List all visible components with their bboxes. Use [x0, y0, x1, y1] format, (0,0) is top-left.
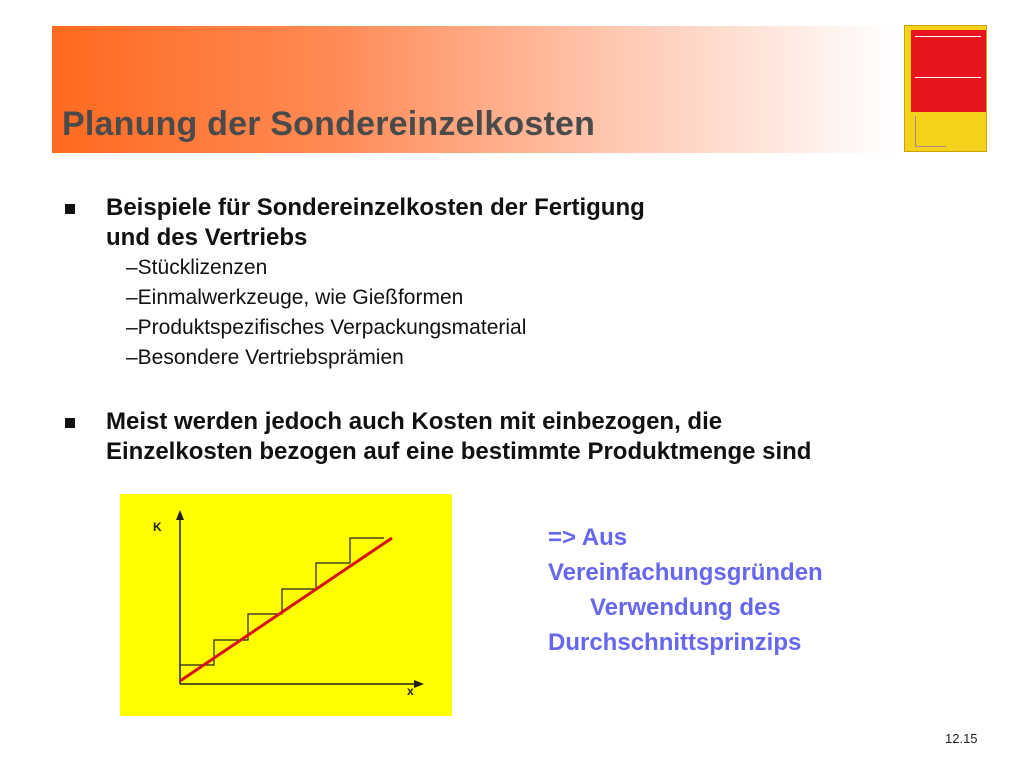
cost-step-diagram-svg — [120, 494, 452, 716]
note-line: Verwendung des — [590, 594, 781, 621]
slide-title: Planung der Sondereinzelkosten — [62, 105, 596, 143]
x-axis-arrow-icon — [414, 680, 424, 688]
step-cost-curve — [180, 538, 384, 665]
conclusion-note — [548, 520, 908, 660]
note-line: Durchschnittsprinzips — [548, 629, 802, 656]
y-axis-arrow-icon — [176, 510, 184, 520]
square-bullet-icon — [65, 418, 75, 428]
sub-bullet-item: –Besondere Vertriebsprämien — [126, 346, 404, 369]
bullet-text-line: und des Vertriebs — [106, 224, 308, 251]
bullet-list — [60, 193, 980, 467]
bullet-text-line: Einzelkosten bezogen auf eine bestimmte Produktmenge sind — [106, 438, 812, 465]
note-line: Vereinfachungsgründen — [548, 559, 823, 586]
sub-bullet-item: –Einmalwerkzeuge, wie Gießformen — [126, 286, 464, 309]
bullet-text-line: Beispiele für Sondereinzelkosten der Fertigung — [106, 194, 645, 221]
bullet-item — [60, 407, 980, 467]
note-line: => Aus — [548, 524, 628, 551]
y-axis-label: K — [153, 520, 162, 534]
cost-step-diagram — [120, 494, 452, 716]
average-cost-line — [180, 538, 392, 681]
sub-bullet-item: –Stücklizenzen — [126, 256, 268, 279]
bullet-text-line: Meist werden jedoch auch Kosten mit einbezogen, die — [106, 408, 723, 435]
sub-bullet-item: –Produktspezifisches Verpackungsmaterial — [126, 316, 527, 339]
x-axis-label: x — [407, 684, 414, 698]
book-cover-title-lines — [915, 36, 981, 78]
page-number: 12.15 — [945, 731, 978, 746]
book-cover-image — [904, 25, 987, 152]
square-bullet-icon — [65, 204, 75, 214]
book-cover-graph — [915, 116, 946, 147]
bullet-item — [60, 193, 980, 253]
